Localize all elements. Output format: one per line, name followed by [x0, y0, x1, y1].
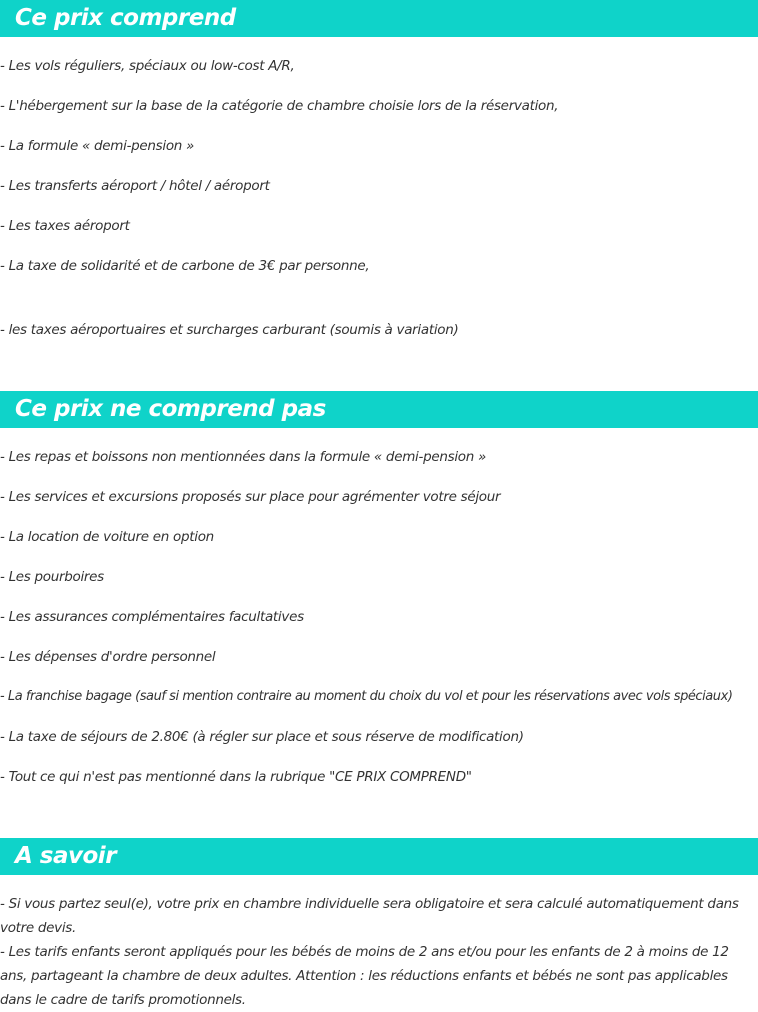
- list-item: - Les pourboires: [0, 569, 104, 585]
- section-title: Ce prix ne comprend pas: [15, 396, 326, 422]
- list-item: - La location de voiture en option: [0, 529, 214, 545]
- section-header-not-included: [0, 391, 758, 428]
- section-header-included: [0, 0, 758, 37]
- list-item: - La franchise bagage (sauf si mention contraire au moment du choix du vol et pour les réservations avec vols spéciaux): [0, 689, 733, 704]
- section-title: A savoir: [15, 843, 117, 869]
- list-item: - Les taxes aéroport: [0, 218, 130, 234]
- list-item: - La taxe de séjours de 2.80€ (à régler sur place et sous réserve de modification): [0, 729, 524, 745]
- list-item: - Les transferts aéroport / hôtel / aéroport: [0, 178, 270, 194]
- list-item: - Les services et excursions proposés sur place pour agrémenter votre séjour: [0, 489, 501, 505]
- section-title: Ce prix comprend: [15, 5, 236, 31]
- list-item: - La formule « demi-pension »: [0, 138, 195, 154]
- list-item: - Tout ce qui n'est pas mentionné dans la rubrique "CE PRIX COMPREND": [0, 769, 472, 785]
- list-item: - les taxes aéroportuaires et surcharges carburant (soumis à variation): [0, 322, 459, 338]
- list-item: - Les assurances complémentaires facultatives: [0, 609, 304, 625]
- list-item: - L'hébergement sur la base de la catégorie de chambre choisie lors de la réservation,: [0, 98, 559, 114]
- list-item: - Les vols réguliers, spéciaux ou low-cost A/R,: [0, 58, 295, 74]
- info-paragraph: - Les tarifs enfants seront appliqués pour les bébés de moins de 2 ans et/ou pour les enfants de 2 à moins de 12 ans, partageant la chambre de deux adultes. Attention : les réductions enfants et bébés ne sont pas applicables dans le cadre de tarifs promotionnels.: [0, 944, 729, 1008]
- section-header-good-to-know: [0, 838, 758, 875]
- list-item: - Les repas et boissons non mentionnées dans la formule « demi-pension »: [0, 449, 487, 465]
- list-item: - Les dépenses d'ordre personnel: [0, 649, 216, 665]
- list-item: - La taxe de solidarité et de carbone de 3€ par personne,: [0, 258, 370, 274]
- info-paragraph: - Si vous partez seul(e), votre prix en chambre individuelle sera obligatoire et sera calculé automatiquement dans votre devis.: [0, 896, 739, 936]
